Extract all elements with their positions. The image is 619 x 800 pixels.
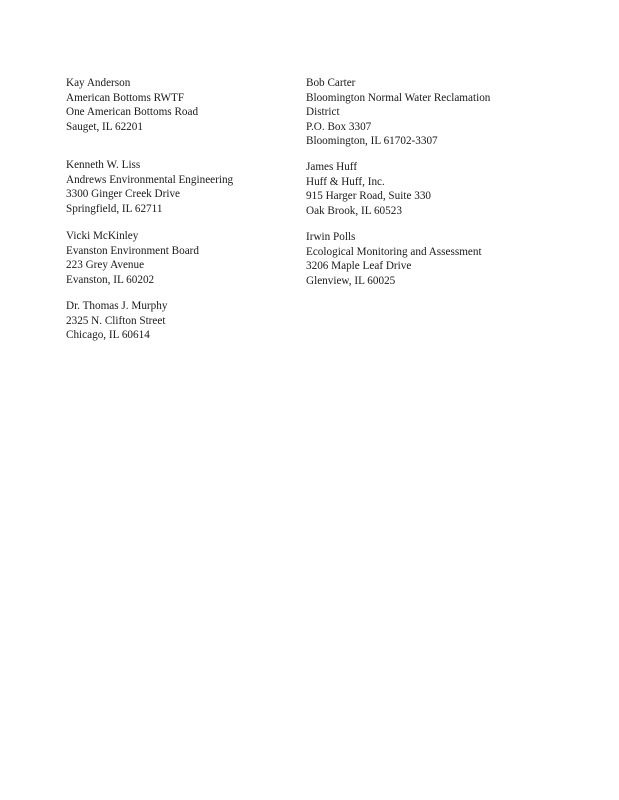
organization: American Bottoms RWTF xyxy=(66,91,185,104)
city-state-zip: Springfield, IL 62711 xyxy=(66,202,163,215)
city-state-zip: Bloomington, IL 61702-3307 xyxy=(306,135,438,148)
po-box: P.O. Box 3307 xyxy=(306,120,372,133)
street-address: 223 Grey Avenue xyxy=(66,259,145,272)
address-block-thomas-murphy xyxy=(66,299,167,343)
city-state-zip: Evanston, IL 60202 xyxy=(66,273,155,286)
address-block-kay-anderson xyxy=(66,76,198,134)
organization: Huff & Huff, Inc. xyxy=(306,175,385,188)
city-state-zip: Sauget, IL 62201 xyxy=(66,120,143,133)
address-block-kenneth-liss xyxy=(66,158,233,216)
organization: Andrews Environmental Engineering xyxy=(66,173,234,186)
street-address: 2325 N. Clifton Street xyxy=(66,314,166,327)
addressee-name: Vicki McKinley xyxy=(66,230,139,242)
address-block-james-huff xyxy=(306,160,431,218)
organization: Bloomington Normal Water Reclamation xyxy=(306,91,491,104)
street-address: One American Bottoms Road xyxy=(66,106,199,119)
organization-continued: District xyxy=(306,106,340,119)
addressee-name: Kenneth W. Liss xyxy=(66,159,141,171)
organization: Ecological Monitoring and Assessment xyxy=(306,245,482,258)
street-address: 3206 Maple Leaf Drive xyxy=(306,260,412,273)
street-address: 915 Harger Road, Suite 330 xyxy=(306,190,432,203)
city-state-zip: Glenview, IL 60025 xyxy=(306,274,396,287)
address-block-irwin-polls xyxy=(306,230,482,288)
addressee-name: Irwin Polls xyxy=(306,231,356,243)
addressee-name: Bob Carter xyxy=(306,77,356,89)
address-block-bob-carter xyxy=(306,76,490,149)
addressee-name: James Huff xyxy=(306,161,358,173)
organization: Evanston Environment Board xyxy=(66,244,199,257)
address-block-vicki-mckinley xyxy=(66,229,199,287)
addressee-name: Dr. Thomas J. Murphy xyxy=(66,300,168,312)
city-state-zip: Oak Brook, IL 60523 xyxy=(306,204,402,217)
addressee-name: Kay Anderson xyxy=(66,77,131,89)
city-state-zip: Chicago, IL 60614 xyxy=(66,329,150,342)
street-address: 3300 Ginger Creek Drive xyxy=(66,188,181,201)
